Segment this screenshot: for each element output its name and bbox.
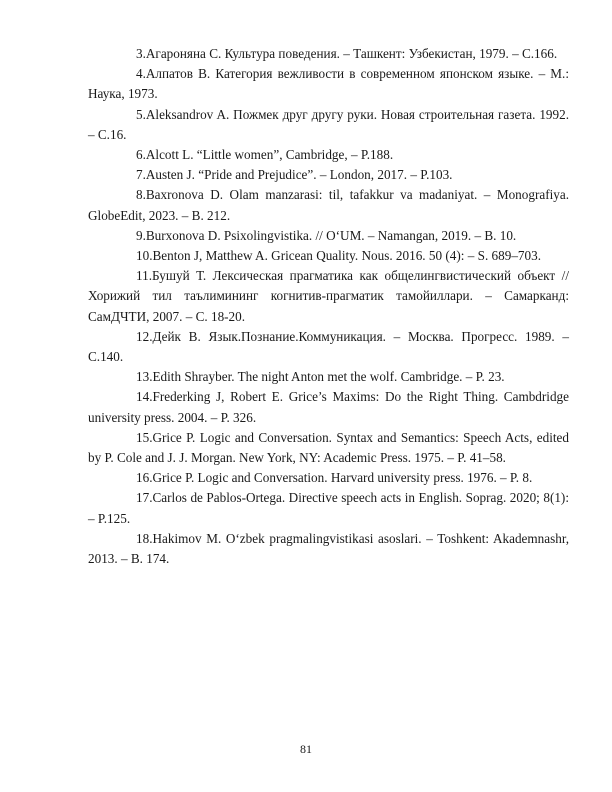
- reference-item: [88, 226, 569, 246]
- reference-text: Алпатов В. Категория вежливости в современном японском языке. – М.: Наука, 1973.: [88, 66, 569, 102]
- reference-number: 4.: [136, 66, 146, 82]
- reference-item: [88, 246, 569, 266]
- reference-text: Aleksandrov A. Пожмек друг другу руки. Новая строительная газета. 1992. – С.16.: [88, 106, 569, 142]
- reference-item: [88, 44, 569, 64]
- reference-item: [88, 327, 569, 367]
- reference-text: Бушуй Т. Лексическая прагматика как общелингвистический объект // Хорижий тил таълимининг когнитив-прагматик тамойиллари. – Самарканд: СамДЧТИ, 2007. – С. 18-20.: [88, 268, 569, 324]
- reference-number: 6.: [136, 147, 146, 163]
- reference-text: Frederking J, Robert E. Grice’s Maxims: Do the Right Thing. Cambdridge university press. 2004. – P. 326.: [88, 389, 569, 425]
- reference-item: [88, 428, 569, 468]
- reference-text: Benton J, Matthew A. Gricean Quality. Nous. 2016. 50 (4): – S. 689–703.: [152, 248, 541, 264]
- reference-number: 5.: [136, 106, 146, 122]
- reference-item: [88, 488, 569, 528]
- reference-number: 12.: [136, 328, 153, 344]
- reference-item: [88, 468, 569, 488]
- reference-number: 8.: [136, 187, 146, 203]
- reference-number: 11.: [136, 268, 152, 284]
- reference-number: 14.: [136, 389, 153, 405]
- reference-item: [88, 105, 569, 145]
- reference-text: Austen J. “Pride and Prejudice”. – London, 2017. – P.103.: [145, 167, 453, 183]
- reference-item: [88, 145, 569, 165]
- reference-text: Edith Shrayber. The night Anton met the wolf. Cambridge. – P. 23.: [152, 369, 505, 385]
- reference-number: 10.: [136, 248, 153, 264]
- reference-item: [88, 367, 569, 387]
- reference-item: [88, 529, 569, 569]
- reference-text: Burxonova D. Psixolingvistika. // O‘UM. – Namangan, 2019. – B. 10.: [145, 227, 517, 243]
- reference-number: 9.: [136, 227, 146, 243]
- reference-number: 15.: [136, 429, 153, 445]
- reference-number: 7.: [136, 167, 146, 183]
- reference-item: [88, 266, 569, 327]
- reference-number: 3.: [136, 46, 146, 61]
- reference-text: Grice P. Logic and Conversation. Harvard university press. 1976. – P. 8.: [152, 470, 533, 486]
- reference-text: Hakimov M. O‘zbek pragmalingvistikasi asoslari. – Toshkent: Akademnashr, 2013. – B. 174.: [88, 530, 569, 567]
- reference-item: [88, 165, 569, 185]
- reference-text: Дейк В. Язык.Познание.Коммуникация. – Москва. Прогресс. 1989. – С.140.: [88, 328, 569, 365]
- reference-number: 16.: [136, 470, 153, 486]
- reference-text: Grice P. Logic and Conversation. Syntax and Semantics: Speech Acts, edited by P. Cole and J. J. Morgan. New York, NY: Academic Press. 1975. – P. 41–58.: [88, 429, 569, 466]
- reference-text: Baxronova D. Olam manzarasi: til, tafakkur va madaniyat. – Monografiya. GlobeEdit, 2023. – B. 212.: [88, 187, 569, 223]
- reference-text: Alcott L. “Little women”, Cambridge, – P.188.: [145, 147, 394, 163]
- reference-item: [88, 64, 569, 104]
- reference-number: 17.: [136, 490, 153, 506]
- reference-list: [88, 44, 569, 569]
- reference-text: Агароняна С. Культура поведения. – Ташкент: Узбекистан, 1979. – С.166.: [145, 46, 558, 61]
- reference-item: [88, 387, 569, 427]
- reference-number: 18.: [136, 530, 153, 546]
- page-number: 81: [300, 742, 312, 756]
- reference-item: [88, 185, 569, 225]
- reference-text: Carlos de Pablos-Ortega. Directive speech acts in English. Soprag. 2020; 8(1): – P.125.: [88, 490, 569, 526]
- reference-number: 13.: [136, 369, 153, 385]
